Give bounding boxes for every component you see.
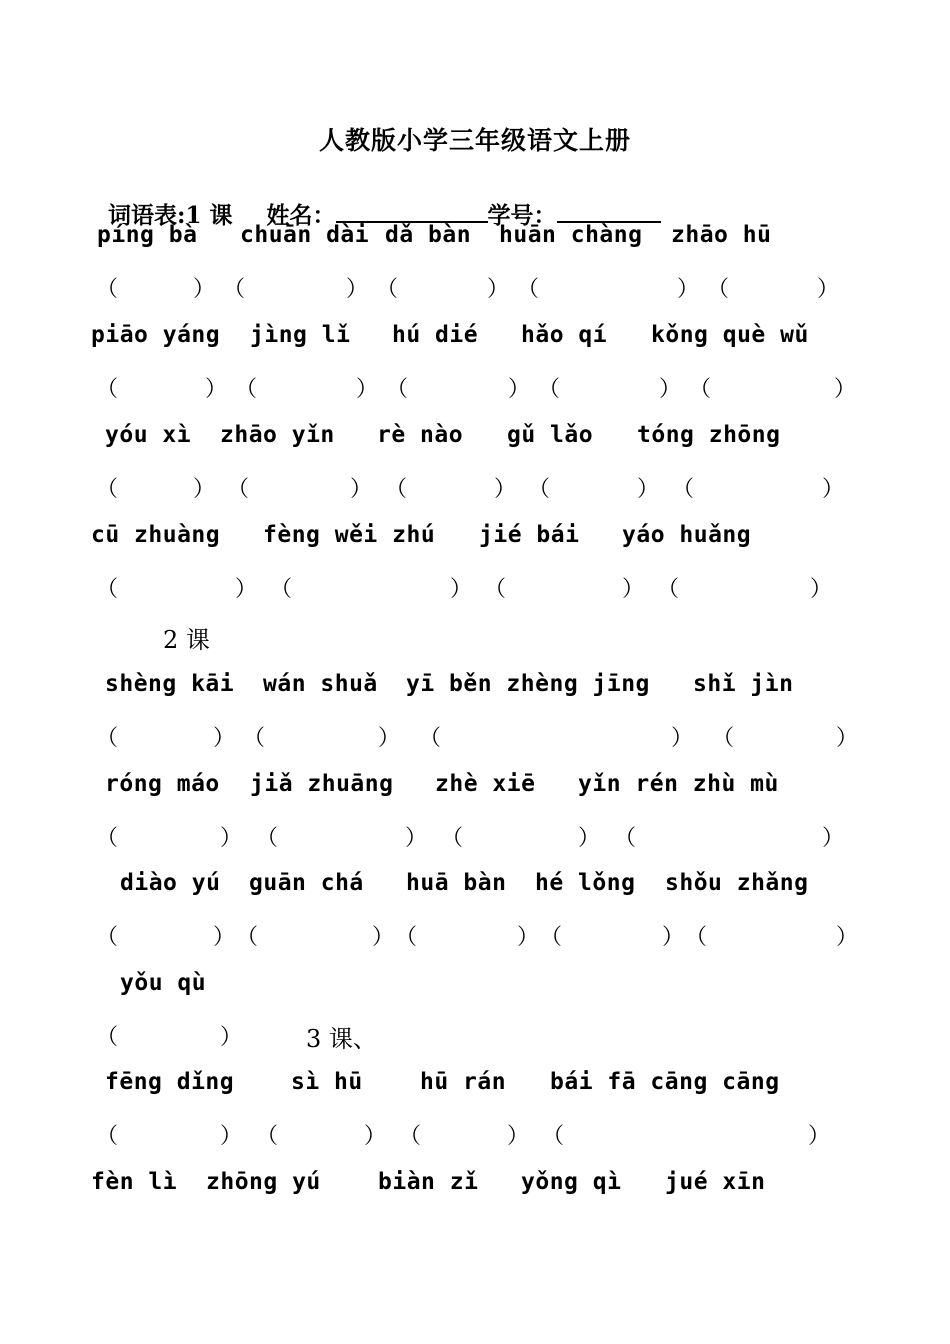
pinyin-word: gǔ lǎo — [507, 422, 594, 448]
pinyin-word: bái fā cāng cāng — [550, 1069, 780, 1095]
answer-blank[interactable]: ） — [487, 277, 510, 302]
pinyin-word: fēng dǐng — [105, 1069, 235, 1095]
pinyin-word: hú dié — [392, 322, 479, 348]
answer-blank[interactable]: （ — [657, 577, 680, 602]
answer-blank[interactable]: （ — [96, 1124, 119, 1149]
answer-blank[interactable]: （ — [223, 277, 246, 302]
answer-blank[interactable]: （ — [385, 477, 408, 502]
answer-blank[interactable]: （ — [96, 577, 119, 602]
answer-blank[interactable]: ） — [517, 925, 540, 950]
pinyin-word: yǐn rén zhù mù — [578, 771, 779, 797]
answer-blank[interactable]: ） — [507, 1124, 530, 1149]
answer-blank[interactable]: ） — [193, 477, 216, 502]
answer-blank[interactable]: ） — [508, 377, 531, 402]
answer-blank[interactable]: （ — [689, 377, 712, 402]
answer-blank[interactable]: ） — [235, 577, 258, 602]
answer-blank[interactable]: ） — [822, 477, 845, 502]
answer-blank[interactable]: （ — [96, 1025, 119, 1050]
pinyin-word: jìng lǐ — [250, 322, 351, 348]
answer-blank[interactable]: ） — [662, 925, 685, 950]
answer-blank[interactable]: ） — [364, 1124, 387, 1149]
answer-blank[interactable]: （ — [256, 826, 279, 851]
pinyin-word: biàn zǐ — [378, 1169, 479, 1195]
answer-blank[interactable]: ） — [834, 377, 857, 402]
answer-blank[interactable]: （ — [386, 377, 409, 402]
pinyin-word: hū rán — [420, 1069, 507, 1095]
answer-blank[interactable]: （ — [419, 726, 442, 751]
pinyin-word: yáo huǎng — [622, 522, 752, 548]
answer-blank[interactable]: ） — [494, 477, 517, 502]
answer-blank[interactable]: （ — [712, 726, 735, 751]
answer-blank[interactable]: ） — [578, 826, 601, 851]
answer-blank[interactable]: ） — [220, 1025, 243, 1050]
answer-blank[interactable]: ） — [220, 826, 243, 851]
answer-blank[interactable]: ） — [378, 726, 401, 751]
answer-blank[interactable]: （ — [236, 925, 259, 950]
header-info-line — [92, 170, 661, 230]
pinyin-word: zhāo yǐn — [220, 422, 335, 448]
answer-blank[interactable]: ） — [372, 925, 395, 950]
answer-blank[interactable]: （ — [96, 925, 119, 950]
answer-blank[interactable]: （ — [243, 726, 266, 751]
answer-blank[interactable]: ） — [622, 577, 645, 602]
answer-blank[interactable]: （ — [614, 826, 637, 851]
answer-blank[interactable]: ） — [808, 1124, 831, 1149]
answer-blank[interactable]: （ — [685, 925, 708, 950]
answer-blank[interactable]: （ — [96, 277, 119, 302]
pinyin-word: tóng zhōng — [637, 422, 781, 448]
pinyin-word: huā bàn — [406, 870, 507, 896]
answer-blank[interactable]: （ — [96, 477, 119, 502]
answer-blank[interactable]: ） — [817, 277, 840, 302]
pinyin-word: shǐ jìn — [693, 671, 794, 697]
answer-blank[interactable]: ） — [822, 826, 845, 851]
pinyin-word: jué xīn — [665, 1169, 766, 1195]
pinyin-word: zhōng yú — [206, 1169, 321, 1195]
answer-blank[interactable]: （ — [484, 577, 507, 602]
answer-blank[interactable]: （ — [441, 826, 464, 851]
pinyin-word: píng bà — [97, 222, 198, 248]
pinyin-word: shǒu zhǎng — [665, 870, 809, 896]
answer-blank[interactable]: （ — [528, 477, 551, 502]
answer-blank[interactable]: ） — [405, 826, 428, 851]
answer-blank[interactable]: ） — [193, 277, 216, 302]
pinyin-word: fèng wěi zhú — [263, 522, 436, 548]
answer-blank[interactable]: （ — [540, 925, 563, 950]
answer-blank[interactable]: （ — [235, 377, 258, 402]
pinyin-word: fèn lì — [91, 1169, 178, 1195]
pinyin-word: yī běn zhèng jīng — [406, 671, 650, 697]
pinyin-word: yǒng qì — [521, 1169, 622, 1195]
answer-blank[interactable]: （ — [96, 726, 119, 751]
answer-blank[interactable]: （ — [96, 826, 119, 851]
answer-blank[interactable]: ） — [213, 925, 236, 950]
answer-blank[interactable]: （ — [96, 377, 119, 402]
answer-blank[interactable]: （ — [376, 277, 399, 302]
answer-blank[interactable]: （ — [517, 277, 540, 302]
pinyin-word: huān chàng — [499, 222, 643, 248]
answer-blank[interactable]: ） — [836, 925, 859, 950]
answer-blank[interactable]: ） — [659, 377, 682, 402]
name-label: 姓名： — [266, 202, 336, 229]
lesson-heading: 3 课、 — [306, 1025, 377, 1053]
answer-blank[interactable]: ） — [220, 1124, 243, 1149]
pinyin-word: shèng kāi — [105, 671, 235, 697]
answer-blank[interactable]: ） — [836, 726, 859, 751]
pinyin-word: yǒu qù — [120, 970, 207, 996]
answer-blank[interactable]: ） — [205, 377, 228, 402]
answer-blank[interactable]: ） — [213, 726, 236, 751]
pinyin-word: sì hū — [291, 1069, 363, 1095]
answer-blank[interactable]: （ — [395, 925, 418, 950]
pinyin-word: diào yú — [120, 870, 221, 896]
lesson-label: 词语表:1 课 — [108, 202, 233, 229]
name-field[interactable] — [336, 199, 488, 223]
answer-blank[interactable]: ） — [637, 477, 660, 502]
answer-blank[interactable]: （ — [542, 1124, 565, 1149]
pinyin-word: zhè xiē — [435, 771, 536, 797]
pinyin-word: hǎo qí — [521, 322, 608, 348]
answer-blank[interactable]: ） — [677, 277, 700, 302]
pinyin-word: kǒng què wǔ — [651, 322, 809, 348]
answer-blank[interactable]: （ — [256, 1124, 279, 1149]
answer-blank[interactable]: （ — [672, 477, 695, 502]
student-id-field[interactable] — [557, 199, 661, 223]
pinyin-word: guān chá — [249, 870, 364, 896]
pinyin-word: yóu xì — [105, 422, 192, 448]
pinyin-word: wán shuǎ — [263, 671, 378, 697]
answer-blank[interactable]: ） — [346, 277, 369, 302]
lesson-heading: 2 课 — [163, 626, 210, 654]
answer-blank[interactable]: ） — [810, 577, 833, 602]
answer-blank[interactable]: （ — [227, 477, 250, 502]
pinyin-word: rè nào — [377, 422, 464, 448]
pinyin-word: chuān dài — [240, 222, 370, 248]
answer-blank[interactable]: （ — [399, 1124, 422, 1149]
pinyin-word: piāo yáng — [91, 322, 221, 348]
answer-blank[interactable]: ） — [450, 577, 473, 602]
answer-blank[interactable]: （ — [270, 577, 293, 602]
answer-blank[interactable]: （ — [707, 277, 730, 302]
student-id-label: 学号： — [487, 202, 557, 229]
answer-blank[interactable]: ） — [350, 477, 373, 502]
pinyin-word: róng máo — [105, 771, 220, 797]
answer-blank[interactable]: （ — [538, 377, 561, 402]
pinyin-word: cū zhuàng — [91, 522, 221, 548]
pinyin-word: zhāo hū — [671, 222, 772, 248]
page-title: 人教版小学三年级语文上册 — [318, 126, 631, 155]
pinyin-word: hé lǒng — [535, 870, 636, 896]
pinyin-word: jiǎ zhuāng — [250, 771, 394, 797]
answer-blank[interactable]: ） — [671, 726, 694, 751]
answer-blank[interactable]: ） — [356, 377, 379, 402]
pinyin-word: dǎ bàn — [385, 222, 472, 248]
pinyin-word: jié bái — [479, 522, 580, 548]
